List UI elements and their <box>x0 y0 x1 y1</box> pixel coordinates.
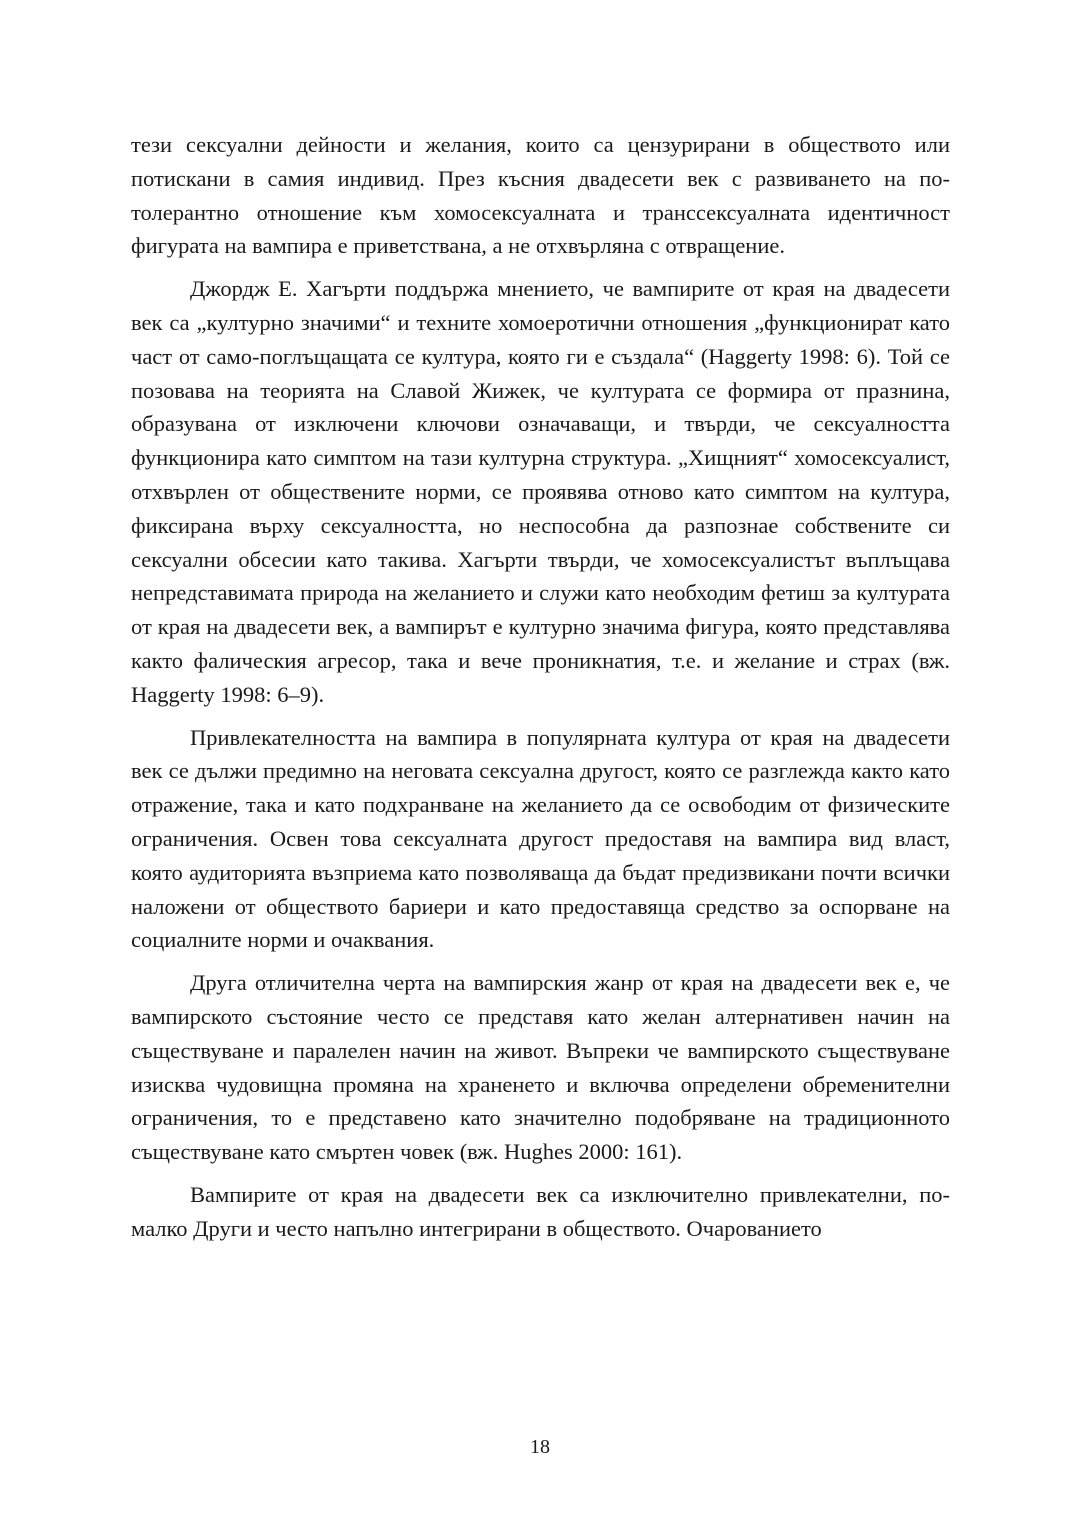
paragraph-1: тези сексуални дейности и желания, които са цензурирани в обществото или потискани в самия индивид. През късния двадесети век с развиването на по-толерантно отношение към хомосексуалната и транссексуалната идентичност фигурата на вампира е приветствана, а не отхвърляна с отвращение. <box>131 132 950 259</box>
body-text <box>131 128 950 1255</box>
paragraph-3: Привлекателността на вампира в популярната култура от края на двадесети век се дължи предимно на неговата сексуална другост, която се разглежда както като отражение, така и като подхранване на желанието да се освободим от физическите ограничения. Освен това сексуалната другост предоставя на вампира вид власт, която аудиторията възприема като позволяваща да бъдат предизвикани почти всички наложени от обществото бариери и като предоставяща средство за оспорване на социалните норми и очаквания. <box>131 724 950 953</box>
paragraph-4: Друга отличителна черта на вампирския жанр от края на двадесети век е, че вампирското състояние често се представя като желан алтернативен начин на съществуване и паралелен начин на живот. Въпреки че вампирското съществуване изисква чудовищна промяна на храненето и включва определени обременителни ограничения, то е представено като значително подобряване на традиционното съществуване като смъртен човек (вж. Hughes 2000: 161). <box>131 970 950 1165</box>
paragraph-5: Вампирите от края на двадесети век са изключително привлекателни, по-малко Други и често напълно интегрирани в обществото. Очарованието <box>131 1181 950 1241</box>
page-number: 18 <box>530 1436 550 1458</box>
paragraph-2: Джордж Е. Хагърти поддържа мнението, че вампирите от края на двадесети век са „културно значими“ и техните хомоеротични отношения „функционират като част от само-поглъщащата се култура, която ги е създала“ (Haggerty 1998: 6). Той се позовава на теорията на Славой Жижек, че културата се формира от празнина, образувана от изключени ключови означаващи, и твърди, че сексуалността функционира като симптом на тази културна структура. „Хищният“ хомосексуалист, отхвърлен от обществените норми, се проявява отново като симптом на култура, фиксирана върху сексуалността, но неспособна да разпознае собствените си сексуални обсесии като такива. Хагърти твърди, че хомосексуалистът въплъщава непредставимата природа на желанието и служи като необходим фетиш за културата от края на двадесети век, а вампирът е културно значима фигура, която представлява както фалическия агресор, така и вече проникнатия, т.е. и желание и страх (вж. Haggerty 1998: 6–9). <box>131 276 950 707</box>
